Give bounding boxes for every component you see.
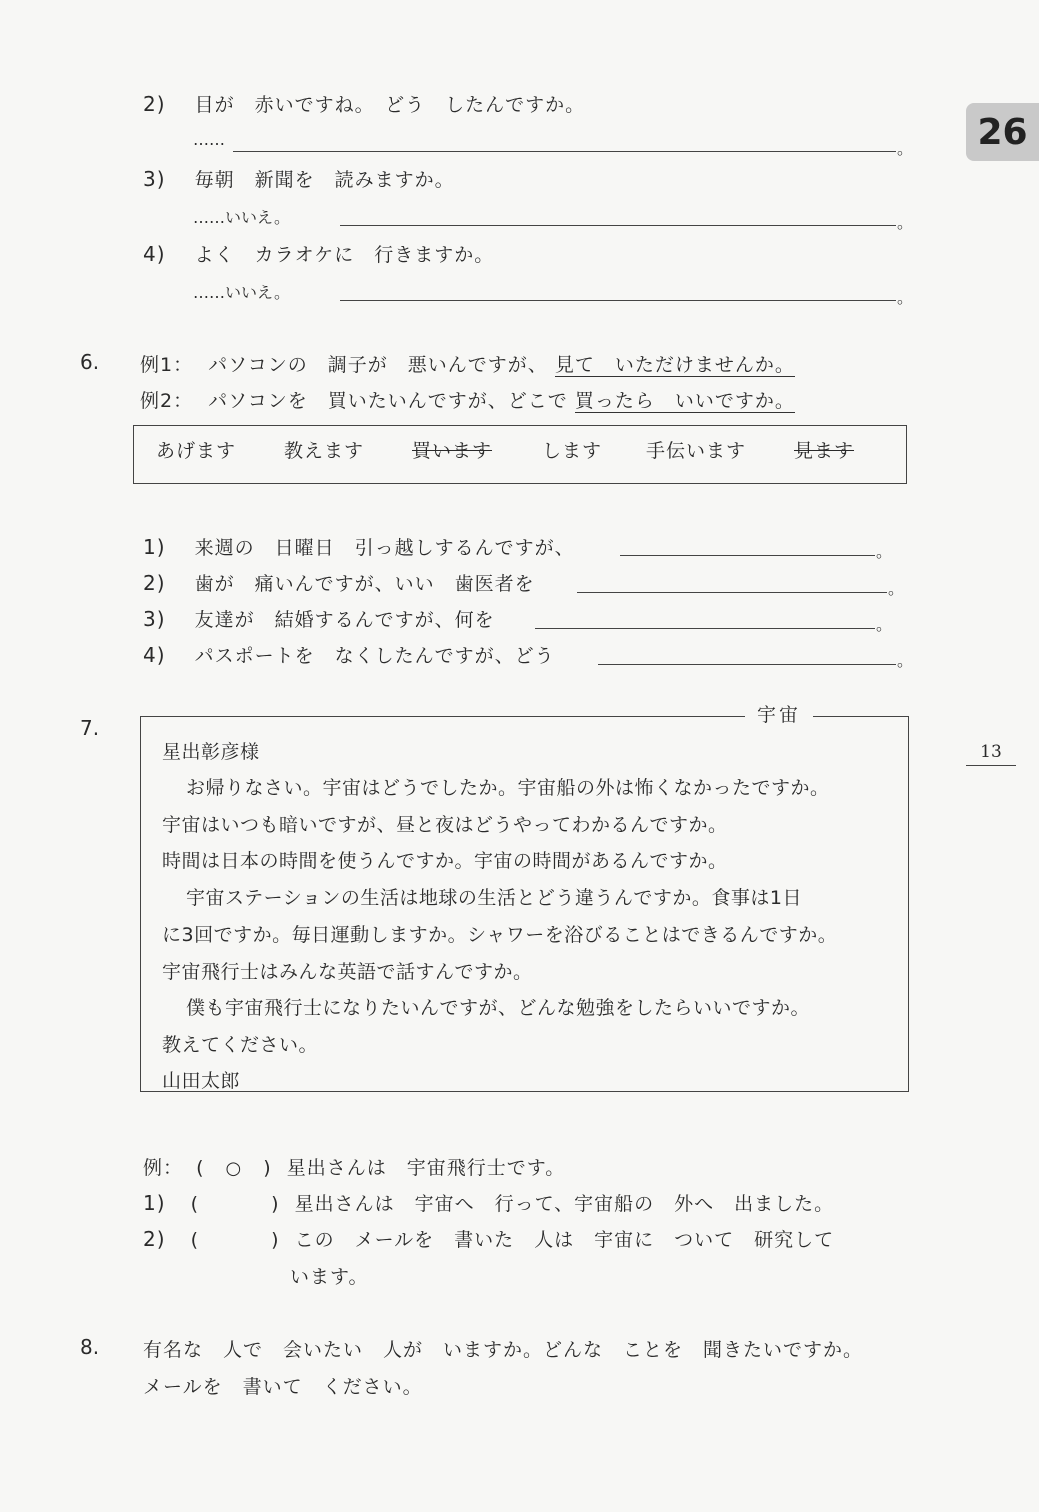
s7-q2: 2) ( ) この メールを 書いた 人は 宇宙に ついて 研究して [143,1227,835,1251]
s5-q2 [143,90,585,117]
s6-ex2-text: パソコンを 買いたいんですが、どこで [208,390,568,412]
s6-q3-num: 3) [143,607,166,631]
word-kaimasu: 買います [412,440,493,462]
s5-q4-blank[interactable] [340,300,896,301]
email-line-8: 教えてください。 [162,1034,319,1056]
s7-ex-text: 星出さんは 宇宙飛行士です。 [286,1157,566,1179]
word-shimasu: します [542,440,603,462]
s6-q2-num: 2) [143,571,166,595]
s5-q3-period: 。 [897,213,914,232]
s5-q4-period: 。 [897,288,914,307]
s6-q4-period: 。 [897,651,914,670]
s5-q2-blank[interactable] [233,151,896,152]
word-oshiemasu: 教えます [284,440,365,462]
s5-q4-prefix: ……いいえ。 [193,283,290,302]
page-number: 13 [980,742,1002,762]
s6-q3 [143,605,495,632]
page-number-rule [966,765,1016,766]
email-line-1: お帰りなさい。宇宙はどうでしたか。宇宙船の外は怖くなかったですか。 [186,777,830,799]
s5-q3-prefix: ……いいえ。 [193,208,290,227]
email-signature: 山田太郎 [162,1070,241,1092]
s7-number: 7. [80,716,100,740]
s6-q1-text: 来週の 日曜日 引っ越しするんですが、 [194,537,575,559]
s6-example2 [140,386,795,413]
s6-q4 [143,641,555,668]
s7-ex-label: 例： [143,1157,184,1179]
s6-q2-blank[interactable] [577,592,887,593]
s6-ex1-label: 例1： [140,354,194,376]
s5-q2-prefix: …… [193,130,225,149]
s5-q4-text: よく カラオケに 行きますか。 [194,244,495,266]
s5-q3-num: 3) [143,167,166,191]
s8-line-2: メールを 書いて ください。 [143,1376,423,1398]
s7-q1-num: 1) [143,1191,166,1215]
s7-q2-num: 2) [143,1227,166,1251]
s7-q2-text-cont: います。 [290,1266,369,1288]
s6-number: 6. [80,350,100,374]
s6-q3-blank[interactable] [535,628,875,629]
word-agemasu: あげます [156,440,237,462]
s5-q3-text: 毎朝 新聞を 読みますか。 [194,169,455,191]
s6-q1-blank[interactable] [620,555,875,556]
s7-example: 例： ( ○ ) 星出さんは 宇宙飛行士です。 [143,1157,566,1179]
email-line-6: 宇宙飛行士はみんな英語で話すんですか。 [162,961,533,983]
s7-q2-text: この メールを 書いた 人は 宇宙に ついて 研究して [294,1229,835,1251]
email-line-3: 時間は日本の時間を使うんですか。宇宙の時間があるんですか。 [162,850,728,872]
email-line-2: 宇宙はいつも暗いですが、昼と夜はどうやってわかるんですか。 [162,814,728,836]
email-line-7: 僕も宇宙飛行士になりたいんですが、どんな勉強をしたらいいですか。 [186,997,811,1019]
email-line-4: 宇宙ステーションの生活は地球の生活とどう違うんですか。食事は1日 [186,887,802,909]
s5-q2-text: 目が 赤いですね。 どう したんですか。 [194,94,586,116]
s6-q4-blank[interactable] [598,664,896,665]
s5-q2-period: 。 [897,139,914,158]
s6-q2 [143,569,535,596]
word-choice-box [133,425,907,484]
chapter-tab: 26 [966,103,1039,161]
s5-q4-num: 4) [143,242,166,266]
s6-example1 [140,350,795,377]
s5-q4 [143,240,494,267]
s7-ex-mark: ○ [225,1158,243,1179]
email-line-5: に3回ですか。毎日運動しますか。シャワーを浴びることはできるんですか。 [162,924,838,946]
word-mimasu: 見ます [794,440,855,462]
s7-q1-text: 星出さんは 宇宙へ 行って、宇宙船の 外へ 出ました。 [294,1193,835,1215]
s6-q1-num: 1) [143,535,166,559]
s5-q3-blank[interactable] [340,225,896,226]
word-tetsudaimasu: 手伝います [646,440,747,462]
s6-ex1-text: パソコンの 調子が 悪いんですが、 [208,354,548,376]
s6-q4-num: 4) [143,643,166,667]
s6-q3-text: 友達が 結婚するんですが、何を [194,609,495,631]
s6-q4-text: パスポートを なくしたんですが、どう [194,645,555,667]
s7-q1: 1) ( ) 星出さんは 宇宙へ 行って、宇宙船の 外へ 出ました。 [143,1191,835,1215]
s6-ex2-answer: 買ったら いいですか。 [574,390,795,412]
s8-line-1: 有名な 人で 会いたい 人が いますか。どんな ことを 聞きたいですか。 [143,1339,864,1361]
s6-ex1-answer: 見て いただけませんか。 [554,354,795,376]
s6-q3-period: 。 [876,615,893,634]
email-title: 宇宙 [745,700,813,727]
s8-number: 8. [80,1335,100,1359]
s6-q1-period: 。 [876,542,893,561]
s6-ex2-label: 例2： [140,390,194,412]
s6-q1 [143,533,575,560]
email-addressee: 星出彰彦様 [162,741,260,763]
s5-q3 [143,165,455,192]
s5-q2-num: 2) [143,92,166,116]
s6-q2-period: 。 [888,579,905,598]
s6-q2-text: 歯が 痛いんですが、いい 歯医者を [194,573,535,595]
